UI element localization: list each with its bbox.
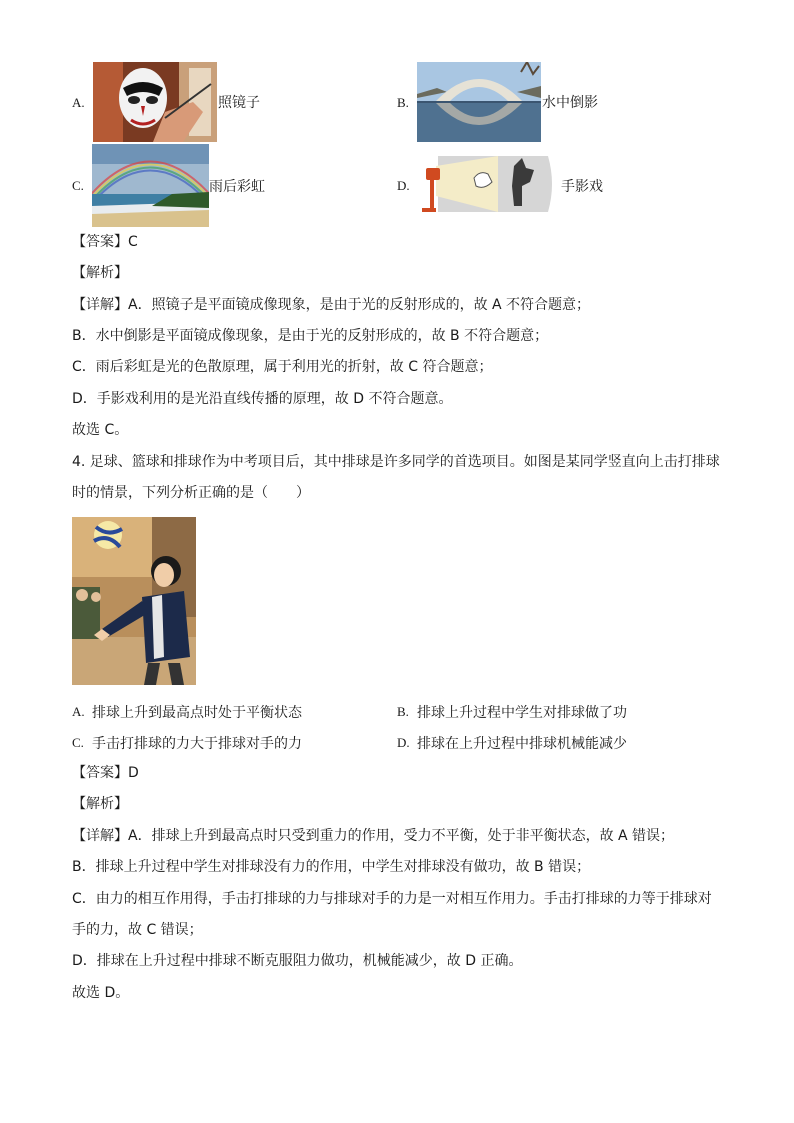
q3-conclusion: 故选 C。 xyxy=(72,422,129,438)
q4-conclusion: 故选 D。 xyxy=(72,985,130,1001)
student-volleyball-photo xyxy=(72,517,196,685)
q3-detail-d: D．手影戏利用的是光沿直线传播的原理，故 D 不符合题意。 xyxy=(72,391,453,407)
q4-answer: 【答案】D xyxy=(72,765,139,781)
option-letter: C. xyxy=(72,178,84,193)
option-text: 手击打排球的力大于排球对手的力 xyxy=(92,736,302,752)
q4-analysis-title: 【解析】 xyxy=(72,796,128,812)
option-letter: B. xyxy=(397,95,409,110)
option-label: 雨后彩虹 xyxy=(209,179,265,195)
q3-detail-b: B．水中倒影是平面镜成像现象，是由于光的反射形成的，故 B 不符合题意； xyxy=(72,328,549,344)
option-letter: A. xyxy=(72,704,85,719)
option-letter: D. xyxy=(397,178,410,193)
q3-analysis-title: 【解析】 xyxy=(72,265,128,281)
rainbow-beach-photo xyxy=(92,144,209,227)
option-letter: B. xyxy=(397,704,409,719)
option-letter: A. xyxy=(72,95,85,110)
q4-detail-d: D．排球在上升过程中排球不断克服阻力做功，机械能减少，故 D 正确。 xyxy=(72,953,523,969)
option-text: 排球在上升过程中排球机械能减少 xyxy=(417,736,627,752)
option-text: 排球上升到最高点时处于平衡状态 xyxy=(92,705,302,721)
option-label: 照镜子 xyxy=(218,95,260,111)
option-label: 水中倒影 xyxy=(542,95,598,111)
option-letter: D. xyxy=(397,735,410,750)
q3-answer: 【答案】C xyxy=(72,234,138,250)
hand-shadow-puppet-illustration xyxy=(418,152,556,216)
option-letter: C. xyxy=(72,735,84,750)
opera-mask-mirror-photo xyxy=(93,62,217,142)
option-label: 手影戏 xyxy=(561,179,603,195)
q3-detail-a: 【详解】A．照镜子是平面镜成像现象，是由于光的反射形成的，故 A 不符合题意； xyxy=(72,297,591,313)
q4-detail-b: B．排球上升过程中学生对排球没有力的作用，中学生对排球没有做功，故 B 错误； xyxy=(72,859,591,875)
q3-detail-c: C．雨后彩虹是光的色散原理，属于利用光的折射，故 C 符合题意； xyxy=(72,359,493,375)
option-text: 排球上升过程中学生对排球做了功 xyxy=(417,705,627,721)
q4-detail-a: 【详解】A．排球上升到最高点时只受到重力的作用，受力不平衡，处于非平衡状态，故 A 错误； xyxy=(72,828,675,844)
q4-stem-line2: 时的情景，下列分析正确的是（ ） xyxy=(72,485,310,501)
q4-detail-c-cont: 手的力，故 C 错误； xyxy=(72,922,203,938)
q4-stem-line1: 4. 足球、篮球和排球作为中考项目后，其中排球是许多同学的首选项目。如图是某同学竖直向上击打排球 xyxy=(72,454,720,470)
q4-detail-c: C．由力的相互作用得，手击打排球的力与排球对手的力是一对相互作用力。手击打排球的力等于排球对 xyxy=(72,891,712,907)
arch-bridge-reflection-photo xyxy=(417,62,541,142)
